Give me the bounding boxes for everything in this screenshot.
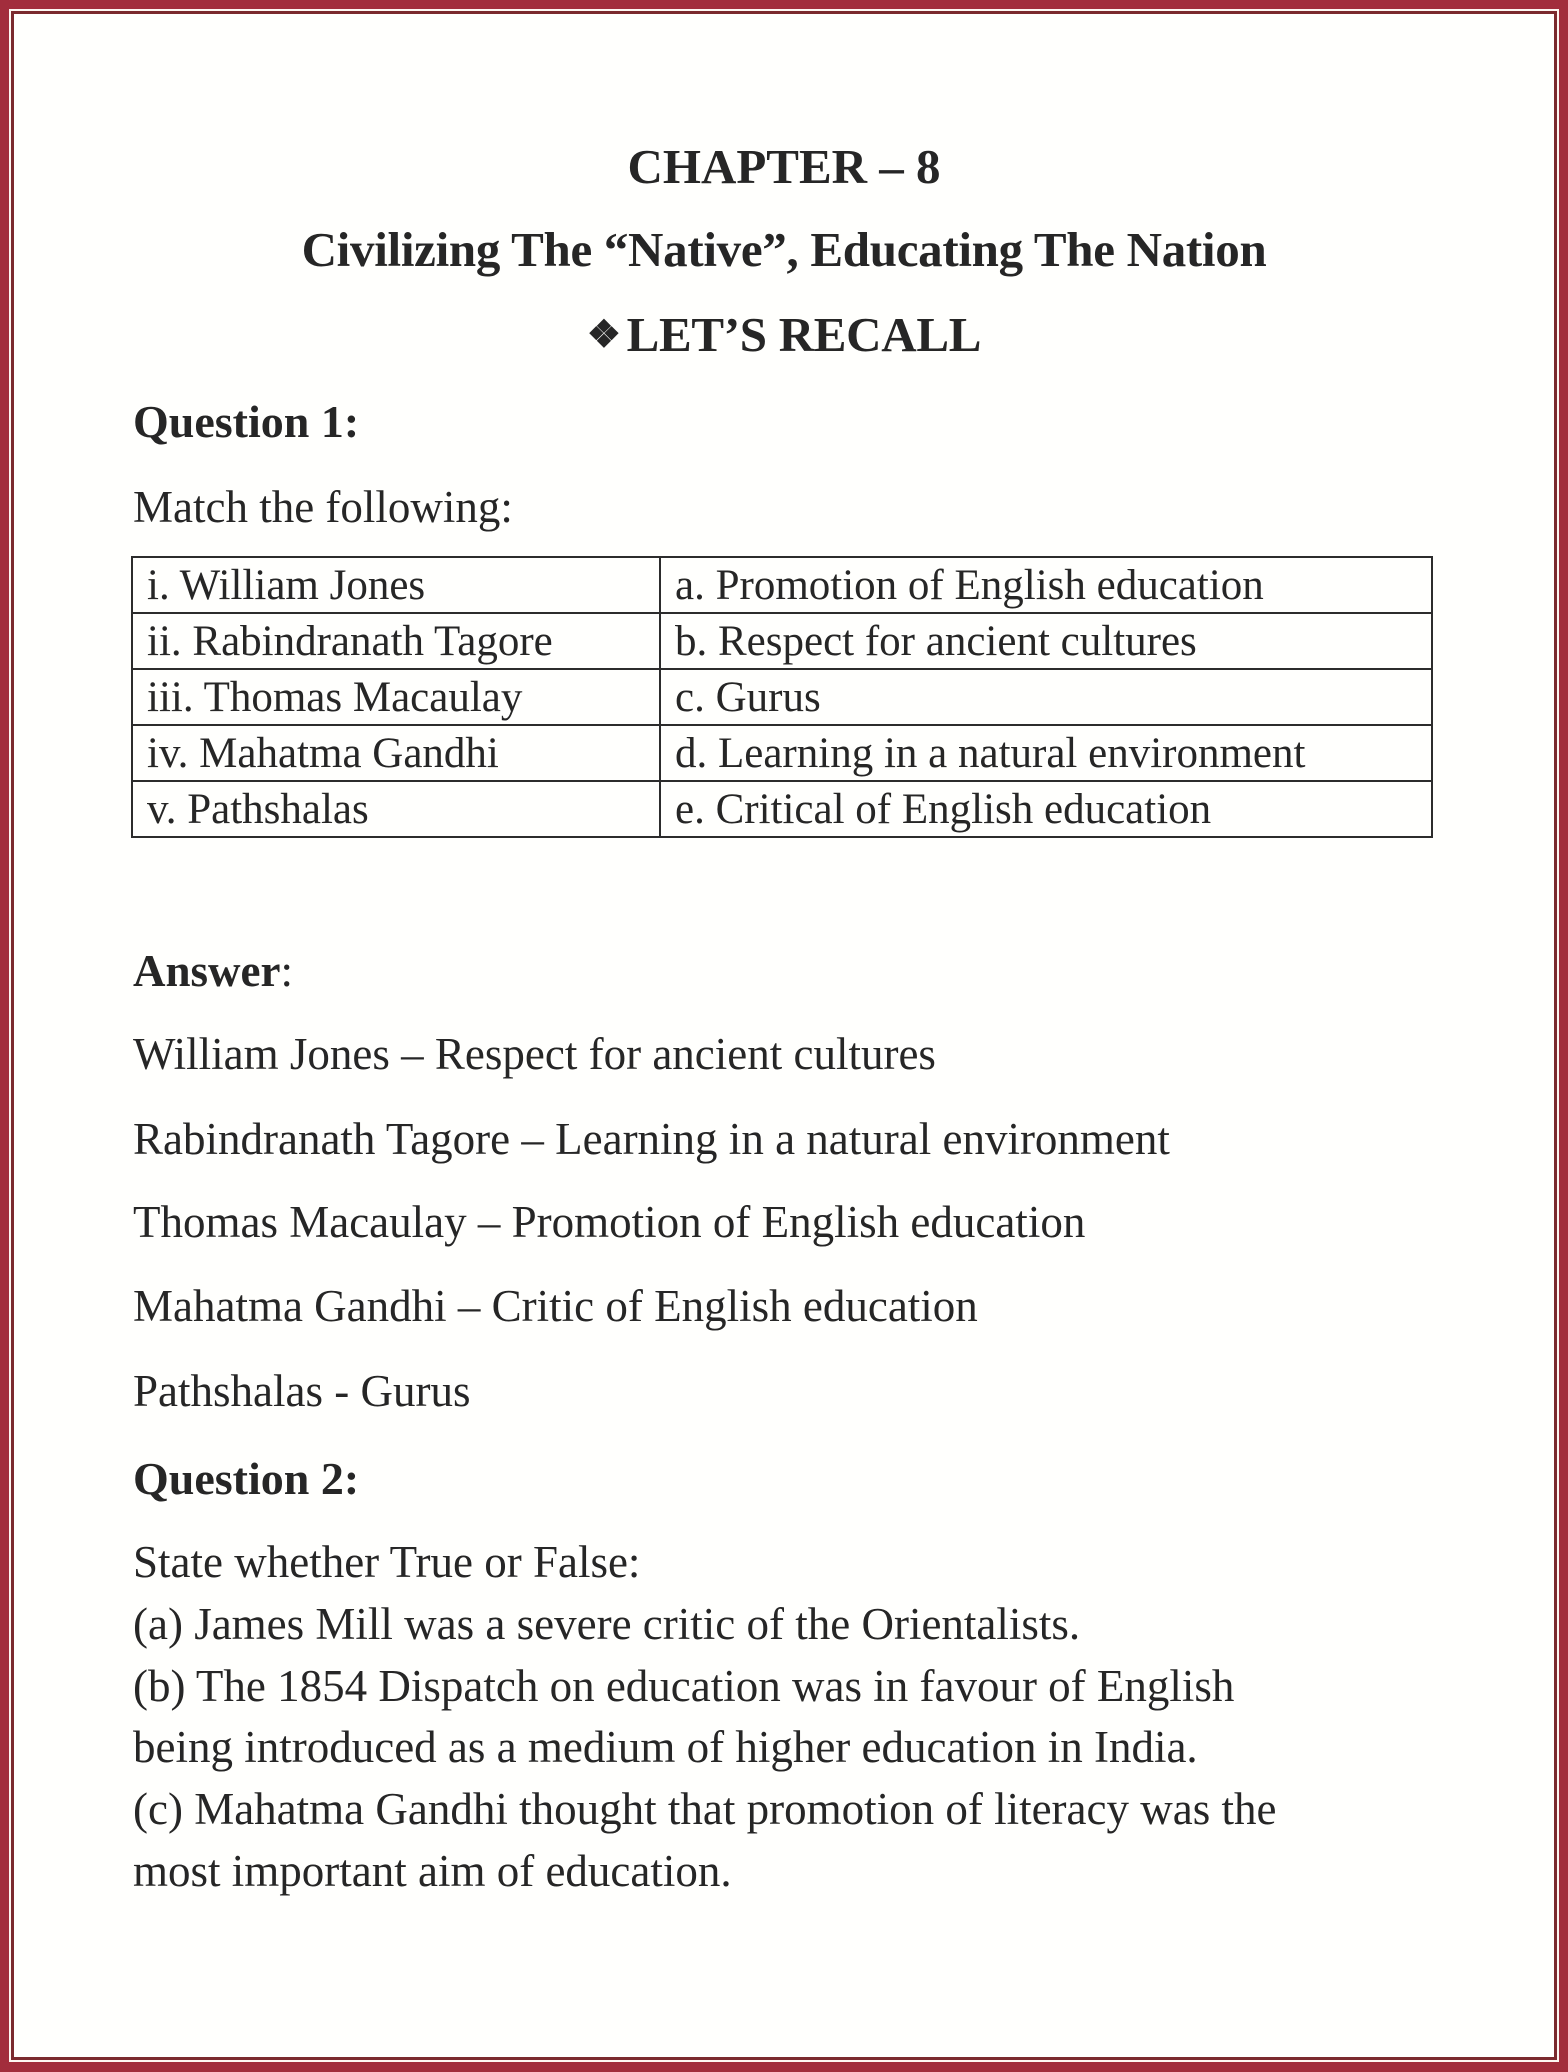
answer-line: William Jones – Respect for ancient cultures	[133, 1029, 936, 1079]
answer-line: Pathshalas - Gurus	[133, 1366, 471, 1416]
match-right-cell: b. Respect for ancient cultures	[660, 613, 1432, 669]
chapter-heading: CHAPTER – 8	[627, 139, 941, 194]
table-row	[132, 557, 1432, 613]
answer-line: Rabindranath Tagore – Learning in a natural environment	[133, 1114, 1170, 1164]
table-row	[132, 669, 1432, 725]
match-left-cell: i. William Jones	[132, 557, 660, 613]
answer-label	[133, 946, 293, 996]
match-right-cell: c. Gurus	[660, 669, 1432, 725]
match-left-cell: iv. Mahatma Gandhi	[132, 725, 660, 781]
statement-line: (b) The 1854 Dispatch on education was in favour of English	[133, 1661, 1235, 1711]
question2-label: Question 2:	[133, 1453, 360, 1504]
statement-line: (a) James Mill was a severe critic of the Orientalists.	[133, 1599, 1081, 1649]
diamond-bullet-icon: ❖	[586, 314, 621, 356]
statement-line: (c) Mahatma Gandhi thought that promotion of literacy was the	[133, 1784, 1277, 1834]
match-left-cell: iii. Thomas Macaulay	[132, 669, 660, 725]
question1-instruction: Match the following:	[133, 482, 513, 532]
match-right-cell: e. Critical of English education	[660, 781, 1432, 837]
section-heading	[14, 307, 1554, 362]
match-right-cell: a. Promotion of English education	[660, 557, 1432, 613]
table-row	[132, 781, 1432, 837]
question1-label: Question 1:	[133, 396, 360, 447]
answer-label-text: Answer	[133, 946, 281, 996]
document-page	[14, 14, 1554, 2057]
statement-line: most important aim of education.	[133, 1846, 732, 1896]
table-row	[132, 613, 1432, 669]
chapter-title: Civilizing The “Native”, Educating The Nation	[301, 222, 1267, 277]
answer-line: Mahatma Gandhi – Critic of English education	[133, 1281, 978, 1331]
section-heading-label: LET’S RECALL	[626, 307, 982, 362]
match-left-cell: ii. Rabindranath Tagore	[132, 613, 660, 669]
table-row	[132, 725, 1432, 781]
answer-label-colon: :	[280, 946, 293, 996]
match-table	[131, 556, 1433, 838]
answer-line: Thomas Macaulay – Promotion of English education	[133, 1197, 1086, 1247]
question2-instruction: State whether True or False:	[133, 1537, 641, 1587]
match-left-cell: v. Pathshalas	[132, 781, 660, 837]
statement-line: being introduced as a medium of higher education in India.	[133, 1722, 1198, 1772]
match-right-cell: d. Learning in a natural environment	[660, 725, 1432, 781]
